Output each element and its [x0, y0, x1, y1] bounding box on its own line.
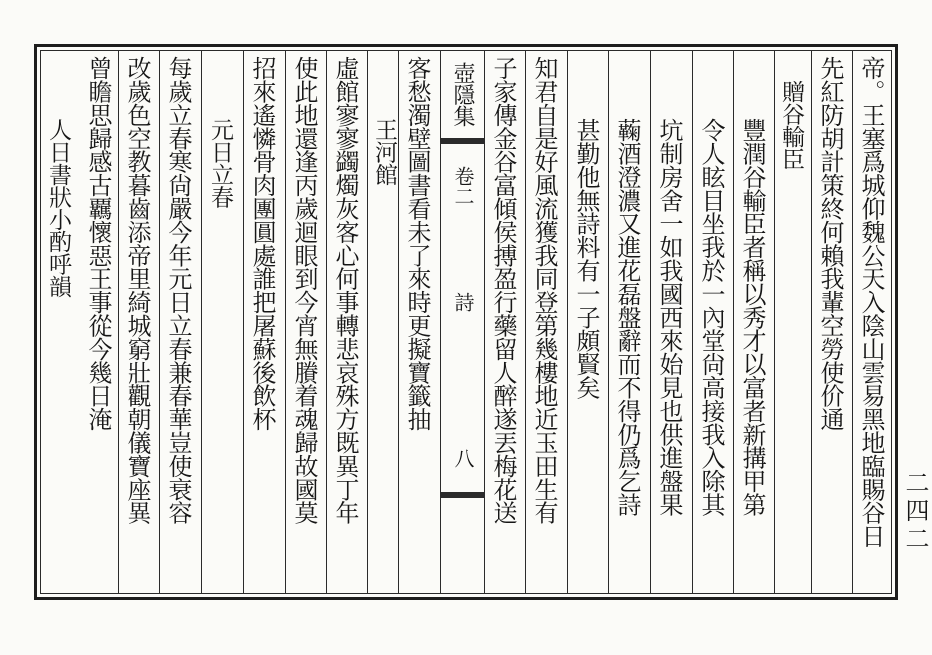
poem-title: 贈谷輸臣 [778, 80, 804, 170]
text-column: 知君自是好風流獲我同登第幾樓地近玉田生有 [530, 56, 558, 525]
text-column: 虛館寥寥蠲燭灰客心何事轉悲哀殊方既異丁年 [331, 56, 359, 525]
text-column: 令人眩目坐我於一內堂尙高接我入除其 [697, 118, 725, 516]
text-column: 招來遙憐骨肉團圓處誰把屠蘇後飲杯 [248, 56, 276, 431]
text-column: 子家傳金谷富傾侯搏盈行藥留人醉遂丟梅花送 [489, 56, 517, 525]
fish-tail-bottom [440, 492, 484, 498]
poem-title: 元日立春 [207, 118, 233, 208]
band-volume: 卷二 [451, 166, 475, 206]
band-page-number: 八 [451, 448, 475, 468]
center-band [440, 50, 484, 594]
text-column: 甚勤他無詩料有一子頗賢矣 [572, 118, 600, 399]
text-column: 每歲立春寒尙嚴今年元日立春兼春華豈使衰容 [164, 56, 192, 525]
text-column: 豐潤谷輸臣者稱以秀才以富者新搆甲第 [738, 118, 766, 516]
poem-title: 人日書狀小酌呼韻 [45, 118, 71, 298]
margin-page-number: 二四二 [901, 470, 929, 554]
text-column: 蘜酒澄濃又進花磊盤辭而不得仍爲乞詩 [613, 118, 641, 516]
poem-title: 王河館 [371, 118, 397, 186]
text-column: 使此地還逢丙歲迴眼到今宵無賸着魂歸故國莫 [290, 56, 318, 525]
fish-tail-top [440, 138, 484, 144]
text-column: 客愁濁壁圖書看未了來時更擬寶籤抽 [403, 56, 431, 431]
text-column: 坑制房舍一如我國西來始見也供進盤果 [655, 118, 683, 516]
text-column: 帝。王塞爲城仰魏公天入陰山雲易黑地臨賜谷日 [857, 56, 885, 548]
text-column: 曾瞻思歸感古覊懷惡王事從今幾日淹 [84, 56, 112, 431]
text-column: 改歲色空教暮齒添帝里綺城窮壯觀朝儀寶座異 [123, 56, 151, 525]
band-section: 詩 [451, 292, 475, 312]
text-column: 先紅防胡計策終何賴我輩空勞使价通 [816, 56, 844, 431]
band-book-title: 壺隱集 [450, 62, 475, 127]
